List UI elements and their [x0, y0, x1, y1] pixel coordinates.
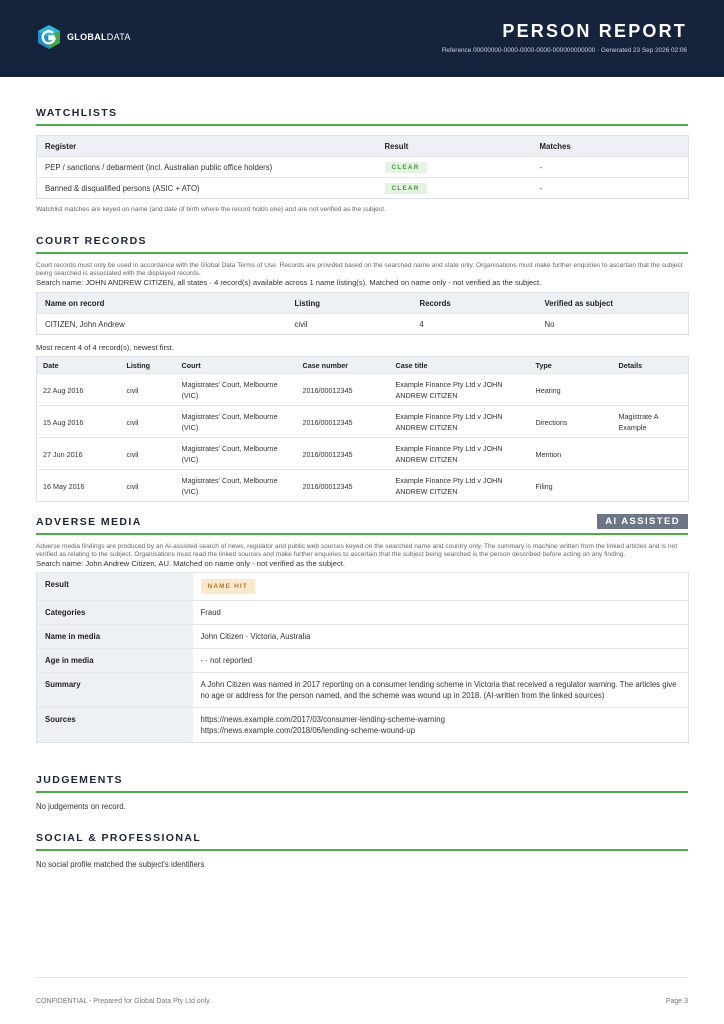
type-cell: Hearing	[530, 374, 613, 406]
table-row	[37, 406, 689, 438]
watchlists-section	[36, 107, 688, 214]
page-footer	[36, 977, 688, 1005]
column-header: Listing	[287, 293, 412, 314]
name-in-media-value: John Citizen · Victoria, Australia	[193, 625, 689, 649]
status-badge: CLEAR	[385, 183, 427, 194]
listing-cell: civil	[287, 314, 412, 335]
result-value	[193, 573, 689, 601]
source-link[interactable]: https://news.example.com/2017/03/consumer-lending-scheme-warning	[200, 715, 445, 724]
table-row	[37, 649, 689, 673]
court-records-title: COURT RECORDS	[36, 235, 688, 254]
age-in-media-value: - · not reported	[193, 649, 689, 673]
confidential-notice: CONFIDENTIAL - Prepared for Global Data Pty Ltd only.	[36, 998, 212, 1005]
table-row	[37, 374, 689, 406]
listing-cell: civil	[121, 438, 176, 470]
watchlists-note: Watchlist matches are keyed on name (and date of birth where the record holds one) and are not verified as the subject.	[36, 206, 386, 213]
report-header	[0, 0, 724, 77]
date-cell: 22 Aug 2016	[37, 374, 121, 406]
column-header: Result	[377, 136, 532, 157]
watchlists-title: WATCHLISTS	[36, 107, 688, 126]
register-cell: PEP / sanctions / debarment (incl. Australian public office holders)	[37, 157, 377, 178]
adverse-media-section	[36, 516, 688, 743]
social-text: No social profile matched the subject's identifiers	[36, 860, 205, 869]
column-header: Listing	[121, 357, 176, 374]
table-row	[37, 314, 689, 335]
register-cell: Banned & disqualified persons (ASIC + ATO)	[37, 178, 377, 199]
case-number-cell: 2016/00012345	[297, 374, 390, 406]
table-row	[37, 157, 689, 178]
case-number-cell: 2016/00012345	[297, 470, 390, 502]
matches-cell: -	[532, 157, 689, 178]
judgements-title: JUDGEMENTS	[36, 774, 688, 793]
field-label: Age in media	[37, 649, 193, 673]
field-label: Name in media	[37, 625, 193, 649]
status-badge: NAME HIT	[201, 579, 256, 594]
court-disclaimer: Court records must only be used in accordance with the Global Data Terms of Use. Records are provided based on the searched name and state only. Organisations must make further enquiries to ascertain that the subject being searched is associated with the displayed records.	[36, 262, 683, 277]
case-title-cell: Example Finance Pty Ltd v JOHN ANDREW CITIZEN	[390, 374, 530, 406]
social-title: SOCIAL & PROFESSIONAL	[36, 832, 688, 851]
column-header: Verified as subject	[537, 293, 689, 314]
brand-name: GLOBALDATA	[67, 32, 131, 42]
column-header: Case title	[390, 357, 530, 374]
date-cell: 15 Aug 2016	[37, 406, 121, 438]
court-recent-note: Most recent 4 of 4 record(s), newest first.	[36, 343, 175, 352]
report-title: PERSON REPORT	[502, 21, 687, 41]
summary-value: A John Citizen was named in 2017 reporting on a consumer lending scheme in Victoria that received a regulator warning. The articles give no age or address for the person named, and the scheme was wound up in 2018. (AI-written from the linked sources)	[193, 673, 689, 708]
table-row	[37, 470, 689, 502]
records-cell: 4	[412, 314, 537, 335]
field-label: Summary	[37, 673, 193, 708]
case-number-cell: 2016/00012345	[297, 438, 390, 470]
field-label: Result	[37, 573, 193, 601]
matches-cell: -	[532, 178, 689, 199]
case-title-cell: Example Finance Pty Ltd v JOHN ANDREW CITIZEN	[390, 406, 530, 438]
table-row	[37, 708, 689, 743]
type-cell: Filing	[530, 470, 613, 502]
judgements-section	[36, 774, 688, 811]
details-cell: Magistrate A Example	[613, 406, 689, 438]
court-search-summary: Search name: JOHN ANDREW CITIZEN, all states · 4 record(s) available across 1 name listing(s). Matched on name only - not verified as the subject.	[36, 278, 542, 287]
table-row	[37, 573, 689, 601]
adverse-media-table	[36, 572, 689, 743]
details-cell	[613, 438, 689, 470]
column-header: Matches	[532, 136, 689, 157]
judgements-text: No judgements on record.	[36, 802, 126, 811]
table-header-row	[37, 357, 689, 374]
details-cell	[613, 374, 689, 406]
case-title-cell: Example Finance Pty Ltd v JOHN ANDREW CITIZEN	[390, 470, 530, 502]
column-header: Register	[37, 136, 377, 157]
court-cell: Magistrates' Court, Melbourne (VIC)	[176, 374, 297, 406]
page-number: Page 3	[665, 998, 688, 1005]
report-reference: Reference 00000000-0000-0000-0000-000000000000 · Generated 23 Sep 2026 02:06	[441, 47, 687, 54]
globaldata-logo-icon	[36, 24, 62, 50]
column-header: Details	[613, 357, 689, 374]
column-header: Records	[412, 293, 537, 314]
adverse-disclaimer: Adverse media findings are produced by an AI-assisted search of news, regulator and public web sources keyed on the searched name and country only. The summary is machine written from the linked articles and is not verified as relating to the subject. Organisations must read the linked sources and make further enquiries to ascertain that the subject being searched is the person described before acting on any finding.	[36, 543, 678, 558]
adverse-media-title: ADVERSE MEDIA	[36, 516, 688, 535]
case-title-cell: Example Finance Pty Ltd v JOHN ANDREW CITIZEN	[390, 438, 530, 470]
court-cell: Magistrates' Court, Melbourne (VIC)	[176, 470, 297, 502]
field-label: Categories	[37, 601, 193, 625]
adverse-search-summary: Search name: John Andrew Citizen, AU. Matched on name only - not verified as the subject.	[36, 559, 345, 568]
result-cell	[377, 157, 532, 178]
type-cell: Mention	[530, 438, 613, 470]
details-cell	[613, 470, 689, 502]
name-listing-table	[36, 292, 689, 335]
listing-cell: civil	[121, 470, 176, 502]
ai-assisted-badge: AI ASSISTED	[597, 514, 688, 529]
type-cell: Directions	[530, 406, 613, 438]
table-row	[37, 625, 689, 649]
verified-cell: No	[537, 314, 689, 335]
social-section	[36, 832, 688, 869]
column-header: Name on record	[37, 293, 287, 314]
date-cell: 27 Jun 2016	[37, 438, 121, 470]
court-cell: Magistrates' Court, Melbourne (VIC)	[176, 438, 297, 470]
listing-cell: civil	[121, 406, 176, 438]
column-header: Date	[37, 357, 121, 374]
date-cell: 16 May 2016	[37, 470, 121, 502]
case-number-cell: 2016/00012345	[297, 406, 390, 438]
sources-value	[193, 708, 689, 743]
table-row	[37, 178, 689, 199]
table-row	[37, 601, 689, 625]
source-link[interactable]: https://news.example.com/2018/06/lending-scheme-wound-up	[200, 726, 416, 735]
categories-value: Fraud	[193, 601, 689, 625]
status-badge: CLEAR	[385, 162, 427, 173]
court-records-table	[36, 356, 689, 502]
brand-logo	[36, 24, 131, 50]
name-cell: CITIZEN, John Andrew	[37, 314, 287, 335]
column-header: Case number	[297, 357, 390, 374]
result-cell	[377, 178, 532, 199]
table-header-row	[37, 136, 689, 157]
court-records-section	[36, 235, 688, 502]
field-label: Sources	[37, 708, 193, 743]
column-header: Court	[176, 357, 297, 374]
listing-cell: civil	[121, 374, 176, 406]
column-header: Type	[530, 357, 613, 374]
table-row	[37, 438, 689, 470]
watchlists-table	[36, 135, 689, 199]
court-cell: Magistrates' Court, Melbourne (VIC)	[176, 406, 297, 438]
table-row	[37, 673, 689, 708]
table-header-row	[37, 293, 689, 314]
